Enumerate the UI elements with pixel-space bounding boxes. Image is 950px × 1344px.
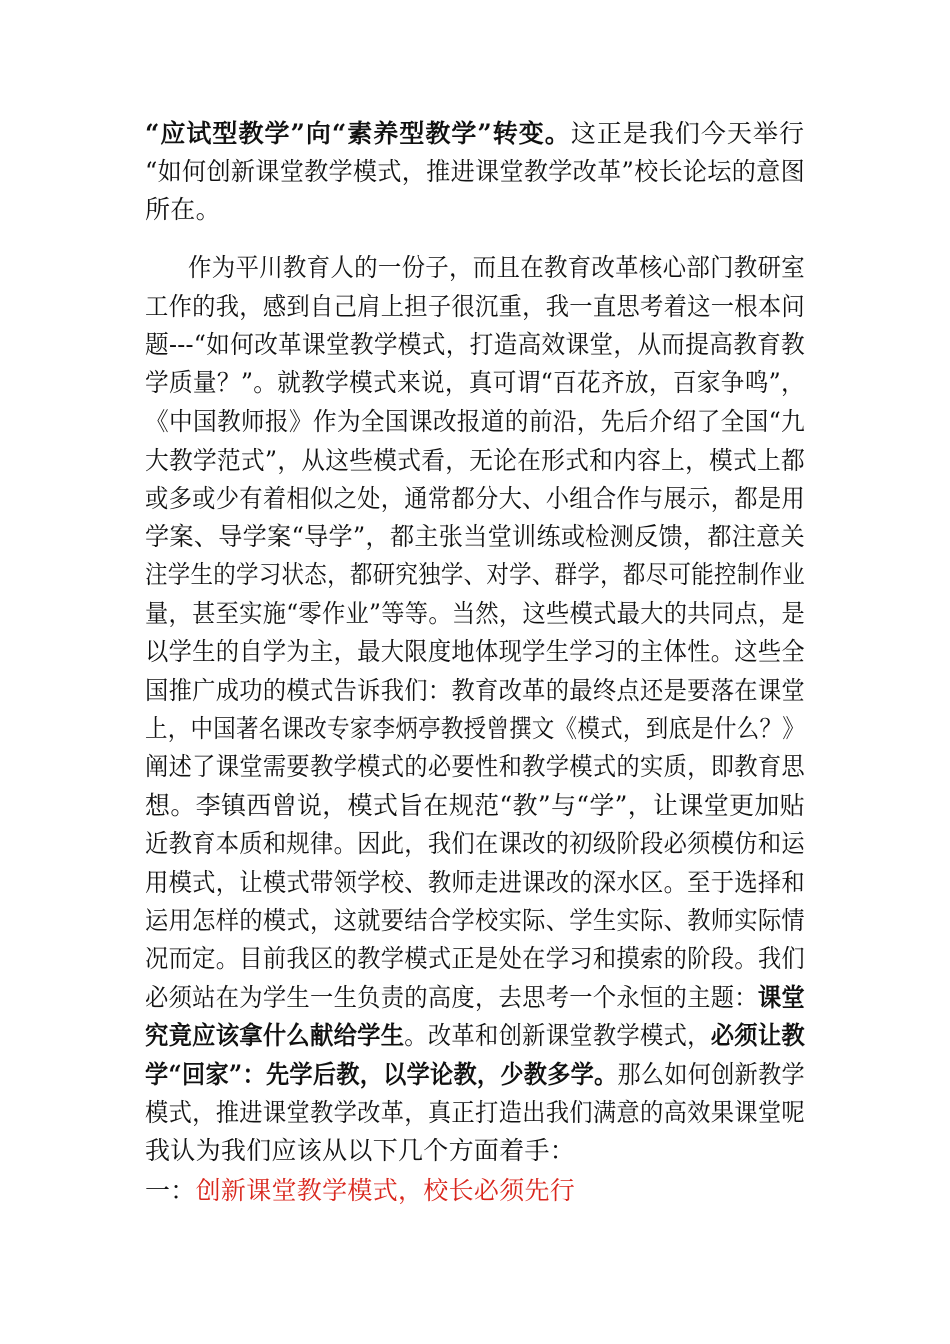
paragraph-line (145, 981, 805, 1015)
text-segment: 我认为我们应该从以下几个方面着手： (145, 1136, 576, 1165)
paragraph-line (145, 558, 805, 592)
text-segment: 上，中国著名课改专家李炳亭教授曾撰文《模式，到底是什么？》 (145, 714, 805, 743)
paragraph-line (188, 251, 805, 285)
text-segment: 注学生的学习状态，都研究独学、对学、群学，都尽可能控制作业 (145, 560, 805, 589)
text-segment: 题---“如何改革课堂教学模式，打造高效课堂，从而提高教育教 (145, 330, 805, 359)
text-segment: 国推广成功的模式告诉我们：教育改革的最终点还是要落在课堂 (145, 676, 805, 705)
paragraph-line (145, 674, 805, 708)
paragraph-line (145, 1096, 805, 1130)
paragraph-line (145, 1058, 805, 1092)
bold-text-segment: 课堂 (757, 983, 805, 1012)
paragraph-line (145, 405, 805, 439)
bold-text-segment: 必须让教 (710, 1021, 805, 1050)
text-segment: 近教育本质和规律。因此，我们在课改的初级阶段必须模仿和运 (145, 829, 805, 858)
paragraph-line (145, 1019, 805, 1053)
text-segment: 想。李镇西曾说，模式旨在规范“教”与“学”，让课堂更加贴 (145, 791, 805, 820)
text-segment: “如何创新课堂教学模式，推进课堂教学改革”校长论坛的意图 (145, 157, 805, 186)
text-segment: 那么如何创新教学 (617, 1060, 805, 1089)
text-segment: 学案、导学案“导学”，都主张当堂训练或检测反馈，都注意关 (145, 522, 805, 551)
paragraph-line (145, 366, 805, 400)
text-segment: 运用怎样的模式，这就要结合学校实际、学生实际、教师实际情 (145, 906, 805, 935)
bold-text-segment: “应试型教学”向“素养型教学”转变。 (145, 119, 571, 148)
section-heading (145, 1174, 575, 1208)
text-segment: 用模式，让模式带领学校、教师走进课改的深水区。至于选择和 (145, 868, 805, 897)
text-segment: 。改革和创新课堂教学模式， (404, 1021, 711, 1050)
text-segment: 学质量？”。就教学模式来说，真可谓“百花齐放，百家争鸣”， (145, 368, 805, 397)
paragraph-line (145, 482, 805, 516)
text-segment: 况而定。目前我区的教学模式正是处在学习和摸索的阶段。我们 (145, 944, 805, 973)
text-segment: 这正是我们今天举行 (570, 119, 805, 148)
text-segment: 《中国教师报》作为全国课改报道的前沿，先后介绍了全国“九 (145, 407, 805, 436)
heading-number: 一： (145, 1176, 196, 1205)
paragraph-line (145, 866, 805, 900)
paragraph-line (145, 750, 805, 784)
paragraph-line (145, 1134, 575, 1168)
paragraph-line (145, 789, 805, 823)
paragraph-line (145, 290, 805, 324)
paragraph-line (145, 635, 805, 669)
bold-text-segment: 学“回家”：先学后教，以学论教，少教多学。 (145, 1060, 618, 1089)
paragraph-line (145, 597, 805, 631)
paragraph-line (145, 155, 805, 189)
paragraph-line (145, 193, 221, 227)
text-segment: 量，甚至实施“零作业”等等。当然，这些模式最大的共同点，是 (145, 599, 805, 628)
text-segment: 模式，推进课堂教学改革，真正打造出我们满意的高效果课堂呢 (145, 1098, 805, 1127)
paragraph-line (145, 904, 805, 938)
bold-text-segment: 究竟应该拿什么献给学生 (145, 1021, 405, 1050)
text-segment: 或多或少有着相似之处，通常都分大、小组合作与展示，都是用 (145, 484, 805, 513)
paragraph-line (145, 444, 805, 478)
paragraph-line (145, 520, 805, 554)
heading-text: 创新课堂教学模式，校长必须先行 (195, 1176, 576, 1205)
text-segment: 所在。 (145, 195, 221, 224)
text-segment: 工作的我，感到自己肩上担子很沉重，我一直思考着这一根本问 (145, 292, 805, 321)
paragraph-line (145, 827, 805, 861)
text-segment: 大教学范式”，从这些模式看，无论在形式和内容上，模式上都 (145, 446, 805, 475)
paragraph-line (145, 328, 805, 362)
text-segment: 必须站在为学生一生负责的高度，去思考一个永恒的主题： (145, 983, 758, 1012)
text-segment: 以学生的自学为主，最大限度地体现学生学习的主体性。这些全 (145, 637, 805, 666)
paragraph-line (145, 712, 805, 746)
text-segment: 作为平川教育人的一份子，而且在教育改革核心部门教研室 (188, 253, 805, 282)
paragraph-line (145, 942, 805, 976)
paragraph-line (145, 117, 805, 151)
text-segment: 阐述了课堂需要教学模式的必要性和教学模式的实质，即教育思 (145, 752, 805, 781)
